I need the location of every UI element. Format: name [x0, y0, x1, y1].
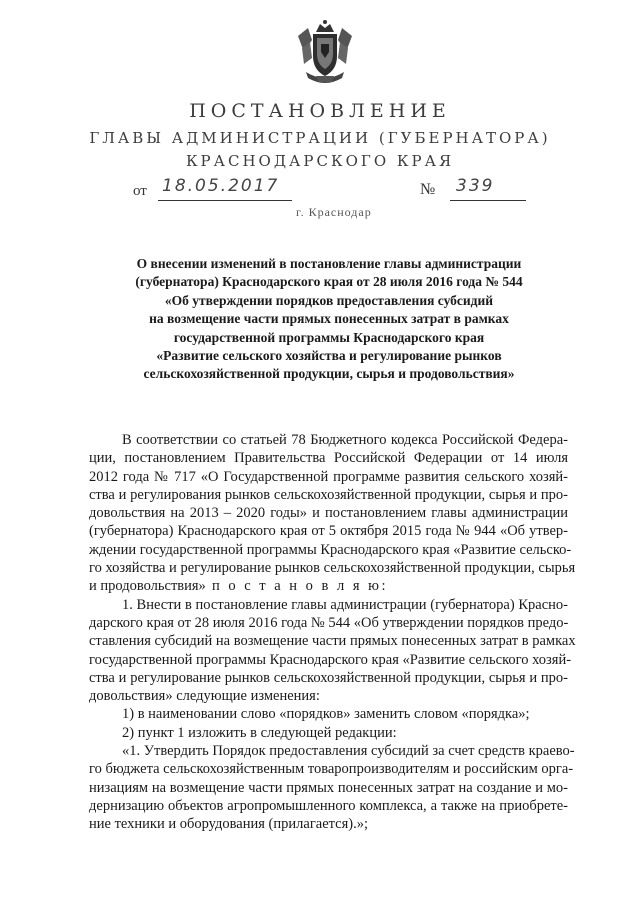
- body-line: (губернатора) Краснодарского края от 5 октября 2015 года № 944 «Об утвер-: [89, 523, 568, 540]
- body-line: государственной программы Краснодарского края «Развитие сельского хозяй-: [89, 651, 572, 668]
- body-line: ции, постановлением Правительства Российской Федерации от 14 июля: [89, 450, 568, 467]
- title-line: (губернатора) Краснодарского края от 28 июля 2016 года № 544: [135, 274, 523, 290]
- document-body: [89, 431, 576, 834]
- list-item: 2) пункт 1 изложить в следующей редакции:: [122, 724, 397, 741]
- title-line: государственной программы Краснодарского края: [173, 329, 485, 345]
- title-line: сельскохозяйственной продукции, сырья и продовольствия»: [143, 366, 515, 382]
- quote-line: «1. Утвердить Порядок предоставления субсидий за счет средств краево-: [122, 743, 575, 760]
- issuer-heading: ГЛАВЫ АДМИНИСТРАЦИИ (ГУБЕРНАТОРА): [89, 129, 551, 147]
- body-line: 1. Внести в постановление главы администрации (губернатора) Красно-: [122, 596, 568, 613]
- resolve-word: п о с т а н о в л я ю:: [205, 578, 389, 595]
- body-line: ства и регулирование рынков сельскохозяйственной продукции, сырья и про-: [89, 669, 568, 686]
- quote-line: го бюджета сельскохозяйственным товаропроизводителям и российским орга-: [89, 761, 574, 778]
- number-label: №: [420, 181, 436, 198]
- city-label: г. Краснодар: [296, 205, 372, 219]
- title-line: «Об утверждении порядков предоставления субсидий: [164, 292, 494, 308]
- date-label: от: [133, 183, 147, 199]
- quote-line: ние техники и оборудования (прилагается).»;: [89, 816, 368, 833]
- body-line: го хозяйства и регулирование рынков сельскохозяйственной продукции, сырья: [89, 560, 576, 577]
- body-line: ставления субсидий на возмещение части прямых понесенных затрат в рамках: [89, 633, 576, 650]
- doc-type-heading: ПОСТАНОВЛЕНИЕ: [189, 100, 451, 122]
- title-line: «Развитие сельского хозяйства и регулирование рынков: [156, 348, 502, 364]
- quote-line: дернизацию объектов агропромышленного комплекса, а также на приобрете-: [89, 797, 568, 814]
- list-item: 1) в наименовании слово «порядков» заменить словом «порядка»;: [122, 706, 530, 723]
- document-title: [100, 255, 558, 384]
- body-line: ства и регулирования рынков сельскохозяйственной продукции, сырья и про-: [89, 486, 568, 503]
- body-line: дарского края от 28 июля 2016 года № 544 «Об утверждении порядков предо-: [89, 614, 569, 631]
- body-line: 2012 года № 717 «О Государственной программе развития сельского хозяй-: [89, 468, 568, 485]
- number-value: 339: [450, 176, 526, 201]
- title-line: на возмещение части прямых понесенных затрат в рамках: [149, 311, 509, 327]
- date-value: 18.05.2017: [158, 176, 292, 201]
- body-line: В соответствии со статьей 78 Бюджетного кодекса Российской Федера-: [122, 432, 568, 448]
- coat-of-arms-emblem: [294, 18, 356, 84]
- body-line-text: и продовольствия»: [89, 578, 206, 595]
- body-line: ждении государственной программы Краснодарского края «Развитие сельско-: [89, 541, 572, 558]
- body-line: довольствия на 2013 – 2020 годы» и постановлением главы администрации: [89, 505, 568, 522]
- body-line: довольствия» следующие изменения:: [89, 688, 320, 705]
- quote-line: низациям на возмещение части прямых понесенных затрат на создание и мо-: [89, 779, 568, 796]
- title-line: О внесении изменений в постановление главы администрации: [136, 256, 522, 271]
- region-heading: КРАСНОДАРСКОГО КРАЯ: [185, 152, 455, 170]
- body-line: [89, 577, 568, 595]
